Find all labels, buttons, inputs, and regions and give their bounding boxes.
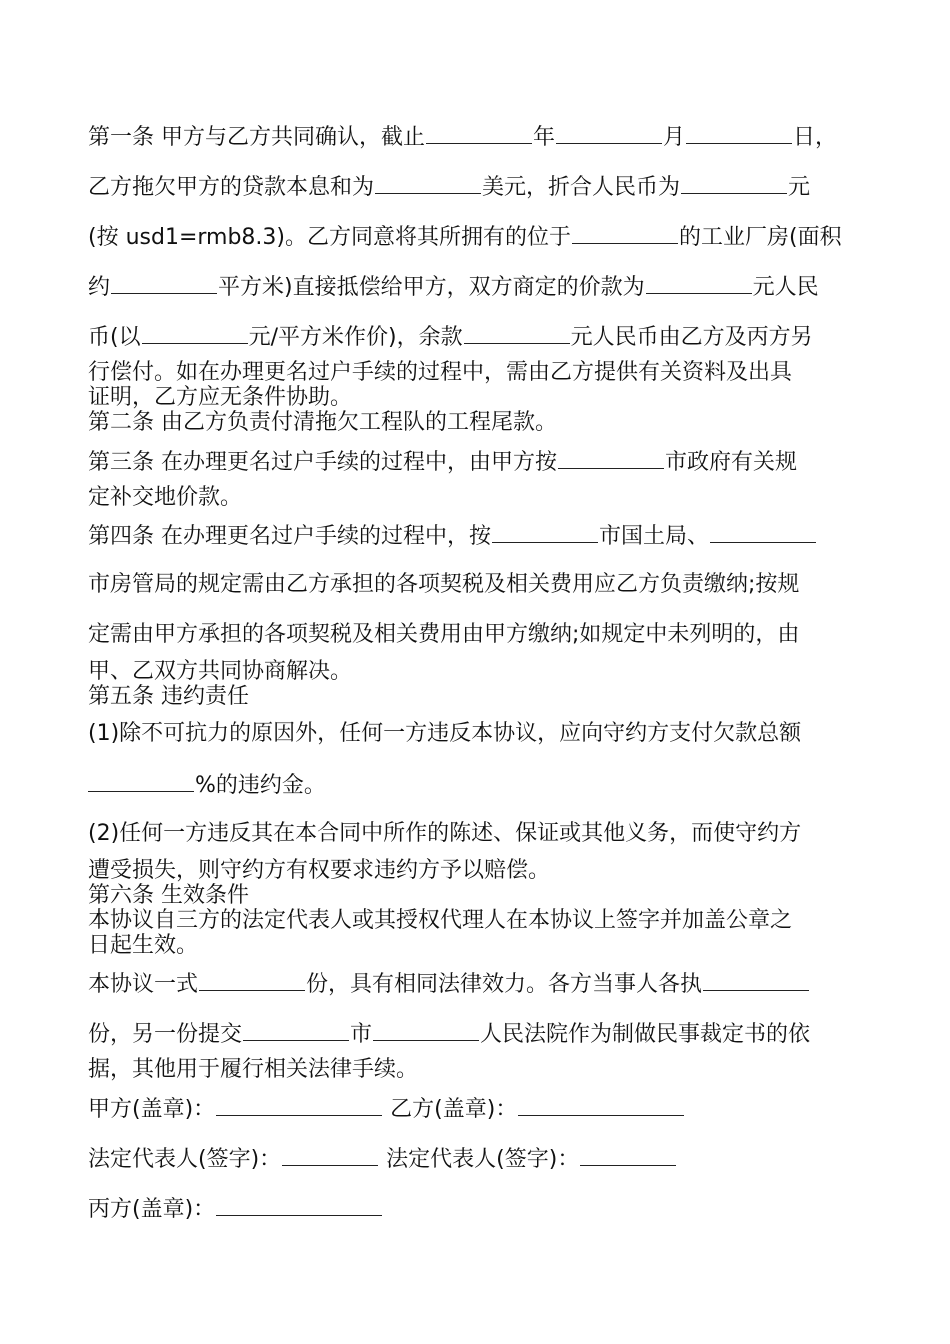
blank-field bbox=[375, 171, 481, 194]
blank-field bbox=[464, 321, 570, 344]
text: 本协议一式 bbox=[88, 972, 199, 997]
article-heading bbox=[88, 408, 557, 438]
blank-field bbox=[703, 968, 809, 991]
text: 证明，乙方应无条件协助。 bbox=[88, 385, 353, 410]
text: (2)任何一方违反其在本合同中所作的陈述、保证或其他义务，而使守约方 bbox=[88, 821, 802, 846]
blank-field bbox=[710, 520, 816, 543]
text: 本协议自三方的法定代表人或其授权代理人在本协议上签字并加盖公章之 bbox=[88, 908, 793, 933]
signature-row-parties bbox=[88, 1093, 685, 1123]
text: 定需由甲方承担的各项契税及相关费用由甲方缴纳;如规定中未列明的，由 bbox=[88, 622, 800, 647]
rep-a-label: 法定代表人(签字)： bbox=[88, 1147, 282, 1172]
signature-row-reps bbox=[88, 1143, 677, 1173]
blank-field bbox=[243, 1018, 349, 1041]
party-a-seal-field bbox=[216, 1093, 382, 1116]
text: 第一条 甲方与乙方共同确认，截止 bbox=[88, 125, 425, 150]
rep-b-label: 法定代表人(签字)： bbox=[386, 1147, 580, 1172]
text: 月 bbox=[663, 125, 686, 150]
doc-line bbox=[88, 483, 242, 513]
text: 的工业厂房(面积 bbox=[679, 225, 842, 250]
doc-line bbox=[88, 769, 326, 799]
text: 元人民币由乙方及丙方另 bbox=[570, 325, 813, 350]
blank-field bbox=[373, 1018, 479, 1041]
text: 行偿付。如在办理更名过户手续的过程中，需由乙方提供有关资料及出具 bbox=[88, 360, 793, 385]
blank-field bbox=[111, 271, 217, 294]
blank-field bbox=[199, 968, 305, 991]
blank-field bbox=[142, 321, 248, 344]
doc-line bbox=[88, 171, 810, 201]
text: 份，另一份提交 bbox=[88, 1022, 243, 1047]
doc-line bbox=[88, 520, 817, 550]
blank-field bbox=[572, 221, 678, 244]
text: 第五条 违约责任 bbox=[88, 684, 249, 709]
text: 第三条 在办理更名过户手续的过程中，由甲方按 bbox=[88, 450, 557, 475]
party-c-label: 丙方(盖章)： bbox=[88, 1197, 216, 1222]
text: (1)除不可抗力的原因外，任何一方违反本协议，应向守约方支付欠款总额 bbox=[88, 721, 802, 746]
text: 人民法院作为制做民事裁定书的依 bbox=[480, 1022, 811, 1047]
doc-line bbox=[88, 1055, 418, 1085]
article-heading bbox=[88, 682, 249, 712]
party-c-seal-field bbox=[216, 1193, 382, 1216]
signature-row-party-c bbox=[88, 1193, 383, 1223]
text: 平方米)直接抵偿给甲方，双方商定的价款为 bbox=[218, 275, 645, 300]
text: 市房管局的规定需由乙方承担的各项契税及相关费用应乙方负责缴纳;按规 bbox=[88, 572, 800, 597]
text: 份，具有相同法律效力。各方当事人各执 bbox=[306, 972, 703, 997]
text: (按 usd1=rmb8.3)。乙方同意将其所拥有的位于 bbox=[88, 225, 572, 250]
text: %的违约金。 bbox=[195, 773, 326, 798]
doc-line bbox=[88, 719, 801, 749]
blank-field bbox=[426, 121, 532, 144]
text: 币(以 bbox=[88, 325, 141, 350]
text: 第四条 在办理更名过户手续的过程中，按 bbox=[88, 524, 491, 549]
doc-line bbox=[88, 221, 842, 251]
text: 元人民 bbox=[752, 275, 819, 300]
text: 美元，折合人民币为 bbox=[482, 175, 681, 200]
doc-line bbox=[88, 271, 819, 301]
blank-field bbox=[556, 121, 662, 144]
text: 市国土局、 bbox=[599, 524, 710, 549]
doc-line bbox=[88, 620, 799, 650]
text: 日， bbox=[793, 125, 838, 150]
text: 市 bbox=[350, 1022, 373, 1047]
text: 第二条 由乙方负责付清拖欠工程队的工程尾款。 bbox=[88, 410, 557, 435]
doc-line bbox=[88, 121, 837, 151]
rep-b-signature-field bbox=[580, 1143, 676, 1166]
text: 元 bbox=[788, 175, 811, 200]
text: 甲、乙双方共同协商解决。 bbox=[88, 659, 353, 684]
text: 乙方拖欠甲方的贷款本息和为 bbox=[88, 175, 375, 200]
party-b-label: 乙方(盖章)： bbox=[390, 1097, 518, 1122]
blank-field bbox=[492, 520, 598, 543]
party-a-label: 甲方(盖章)： bbox=[88, 1097, 216, 1122]
text: 定补交地价款。 bbox=[88, 485, 243, 510]
text: 遭受损失，则守约方有权要求违约方予以赔偿。 bbox=[88, 858, 551, 883]
text: 市政府有关规 bbox=[665, 450, 798, 475]
doc-line bbox=[88, 968, 810, 998]
text: 约 bbox=[88, 275, 111, 300]
blank-field bbox=[686, 121, 792, 144]
doc-line bbox=[88, 321, 813, 351]
doc-line bbox=[88, 819, 801, 849]
blank-field bbox=[681, 171, 787, 194]
doc-line bbox=[88, 931, 198, 961]
doc-line bbox=[88, 1018, 810, 1048]
text: 据，其他用于履行相关法律手续。 bbox=[88, 1057, 419, 1082]
party-b-seal-field bbox=[518, 1093, 684, 1116]
text: 第六条 生效条件 bbox=[88, 883, 249, 908]
doc-line bbox=[88, 446, 797, 476]
blank-field bbox=[558, 446, 664, 469]
rep-a-signature-field bbox=[282, 1143, 378, 1166]
blank-field bbox=[88, 769, 194, 792]
doc-line bbox=[88, 570, 799, 600]
blank-field bbox=[646, 271, 752, 294]
text: 元/平方米作价)，余款 bbox=[248, 325, 463, 350]
text: 年 bbox=[533, 125, 556, 150]
text: 日起生效。 bbox=[88, 933, 199, 958]
